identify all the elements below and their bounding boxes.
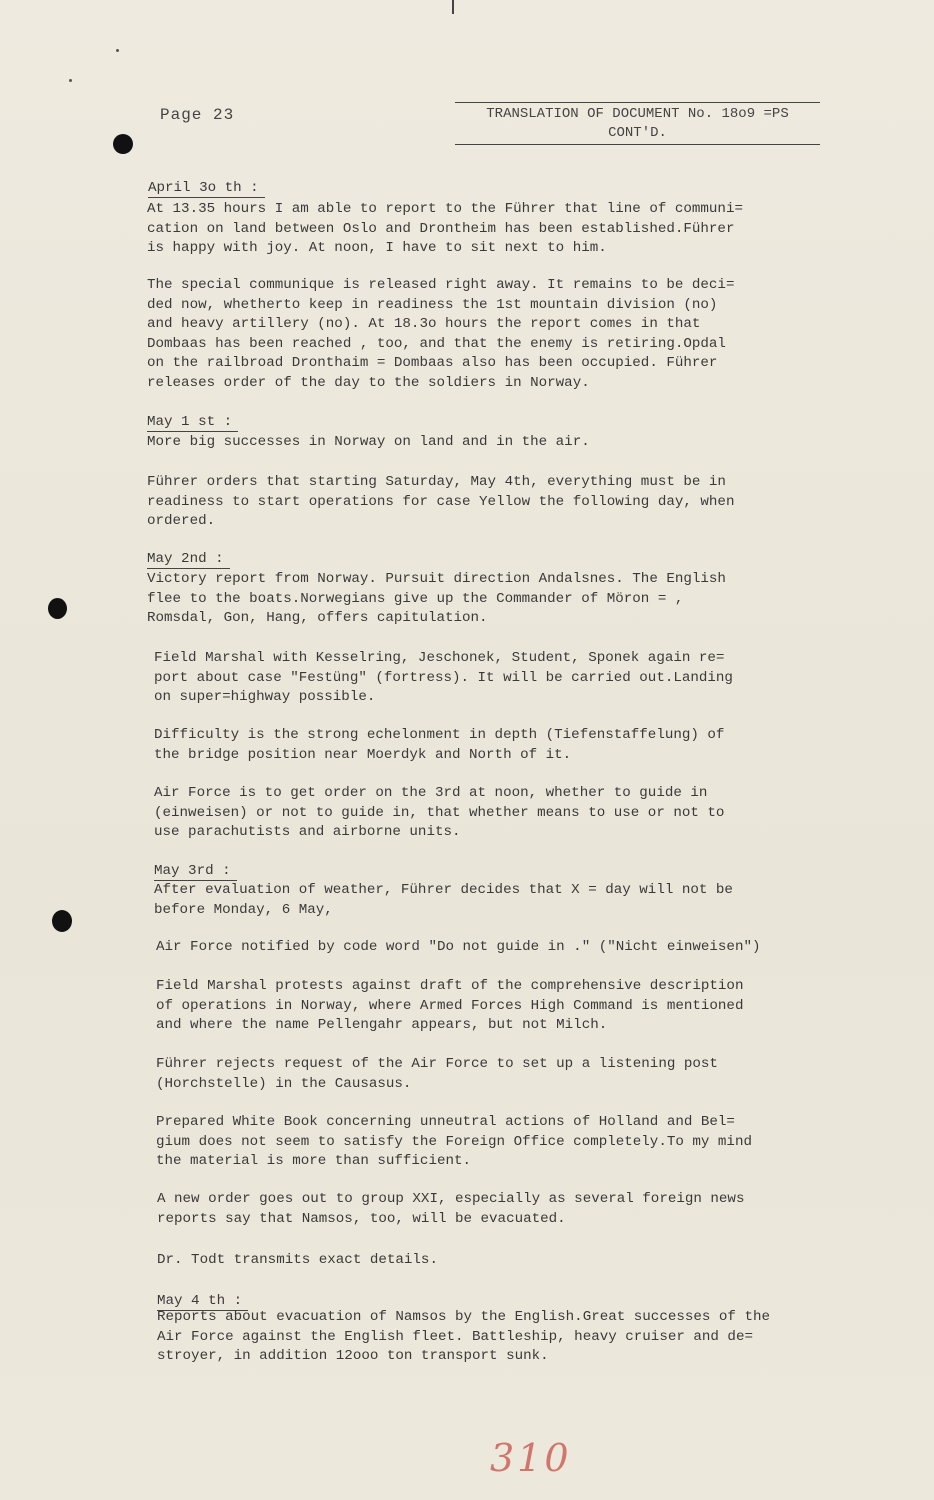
text-line: and heavy artillery (no). At 18.3o hours the report comes in that — [147, 316, 701, 332]
text-line: Dr. Todt transmits exact details. — [157, 1252, 438, 1268]
text-line: Dombaas has been reached , too, and that the enemy is retiring.Opdal — [147, 335, 726, 352]
text-line: of operations in Norway, where Armed Forces High Command is mentioned — [156, 997, 744, 1014]
entry-paragraph — [154, 784, 724, 843]
header-subtitle: CONT'D. — [608, 125, 667, 141]
text-line: releases order of the day to the soldiers in Norway. — [147, 374, 590, 391]
speck-mark — [116, 49, 119, 52]
text-line: After evaluation of weather, Führer decides that X = day will not be — [154, 882, 733, 898]
text-line: readiness to start operations for case Yellow the following day, when — [147, 493, 735, 510]
text-line: is happy with joy. At noon, I have to sit next to him. — [147, 240, 607, 256]
text-line: Romsdal, Gon, Hang, offers capitulation. — [147, 610, 488, 626]
entry-paragraph — [157, 1251, 438, 1271]
text-line: Difficulty is the strong echelonment in depth (Tiefenstaffelung) of — [154, 727, 725, 743]
entry-paragraph — [154, 649, 733, 708]
text-line: The special communique is released right away. It remains to be deci= — [147, 277, 735, 293]
entry-paragraph — [156, 977, 743, 1036]
entry-date: May 3rd : — [154, 862, 237, 881]
text-line: (Horchstelle) in the Causasus. — [156, 1075, 412, 1092]
entry-paragraph — [157, 1308, 770, 1367]
entry-paragraph — [147, 276, 734, 393]
text-line: ded now, whetherto keep in readiness the 1st mountain division (no) — [147, 296, 718, 313]
text-line: Führer orders that starting Saturday, May 4th, everything must be in — [147, 474, 726, 490]
text-line: cation on land between Oslo and Drontheim has been established.Führer — [147, 220, 735, 237]
text-line: flee to the boats.Norwegians give up the Commander of Möron = , — [147, 590, 684, 607]
text-line: Victory report from Norway. Pursuit direction Andalsnes. The English — [147, 571, 726, 587]
text-line: Air Force is to get order on the 3rd at noon, whether to guide in — [154, 785, 708, 801]
text-line: reports say that Namsos, too, will be evacuated. — [157, 1210, 566, 1227]
document-header — [455, 102, 820, 145]
text-line: Field Marshal with Kesselring, Jeschonek, Student, Sponek again re= — [154, 650, 725, 666]
page-label: Page 23 — [160, 106, 235, 124]
text-line: More big successes in Norway on land and in the air. — [147, 434, 590, 450]
entry-date: May 1 st : — [147, 413, 238, 432]
entry-paragraph — [156, 1113, 752, 1172]
punch-hole — [113, 134, 133, 154]
text-line: stroyer, in addition 12ooo ton transport sunk. — [157, 1348, 549, 1364]
text-line: on super=highway possible. — [154, 689, 376, 705]
punch-hole — [48, 598, 67, 619]
entry-paragraph — [147, 200, 743, 259]
text-line: gium does not seem to satisfy the Foreign Office completely.To my mind — [156, 1133, 752, 1150]
text-line: (einweisen) or not to guide in, that whether means to use or not to — [154, 804, 725, 821]
speck-mark — [69, 79, 72, 82]
punch-hole — [52, 910, 72, 932]
text-line: on the railbroad Dronthaim = Dombaas also has been occupied. Führer — [147, 355, 718, 371]
text-line: Field Marshal protests against draft of the comprehensive description — [156, 978, 744, 994]
text-line: A new order goes out to group XXI, especially as several foreign news — [157, 1191, 745, 1207]
entry-date: May 2nd : — [147, 550, 230, 569]
top-tick-mark — [452, 0, 454, 14]
text-line: and where the name Pellengahr appears, but not Milch. — [156, 1017, 608, 1033]
text-line: Prepared White Book concerning unneutral actions of Holland and Bel= — [156, 1114, 735, 1130]
text-line: Führer rejects request of the Air Force to set up a listening post — [156, 1056, 718, 1072]
entry-paragraph — [147, 570, 726, 629]
entry-date: May 4 th : — [157, 1292, 248, 1311]
entry-paragraph — [147, 473, 734, 532]
text-line: the material is more than sufficient. — [156, 1153, 472, 1169]
entry-paragraph — [156, 1055, 718, 1094]
text-line: Air Force notified by code word "Do not guide in ." ("Nicht einweisen") — [156, 939, 761, 955]
entry-paragraph — [147, 433, 590, 453]
entry-paragraph — [154, 726, 724, 765]
text-line: Reports about evacuation of Namsos by the English.Great successes of the — [157, 1309, 770, 1325]
text-line: port about case "Festüng" (fortress). It will be carried out.Landing — [154, 669, 733, 686]
entry-paragraph — [156, 938, 761, 958]
text-line: the bridge position near Moerdyk and North of it. — [154, 746, 572, 763]
entry-date: April 3o th : — [148, 179, 265, 198]
text-line: ordered. — [147, 513, 216, 529]
handwritten-folio-number: 310 — [490, 1436, 572, 1480]
header-title: TRANSLATION OF DOCUMENT No. 18o9 =PS — [486, 106, 789, 122]
text-line: At 13.35 hours I am able to report to the Führer that line of communi= — [147, 201, 743, 217]
entry-paragraph — [157, 1190, 744, 1229]
text-line: Air Force against the English fleet. Battleship, heavy cruiser and de= — [157, 1328, 753, 1345]
text-line: use parachutists and airborne units. — [154, 824, 461, 840]
entry-paragraph — [154, 881, 733, 920]
text-line: before Monday, 6 May, — [154, 901, 333, 918]
